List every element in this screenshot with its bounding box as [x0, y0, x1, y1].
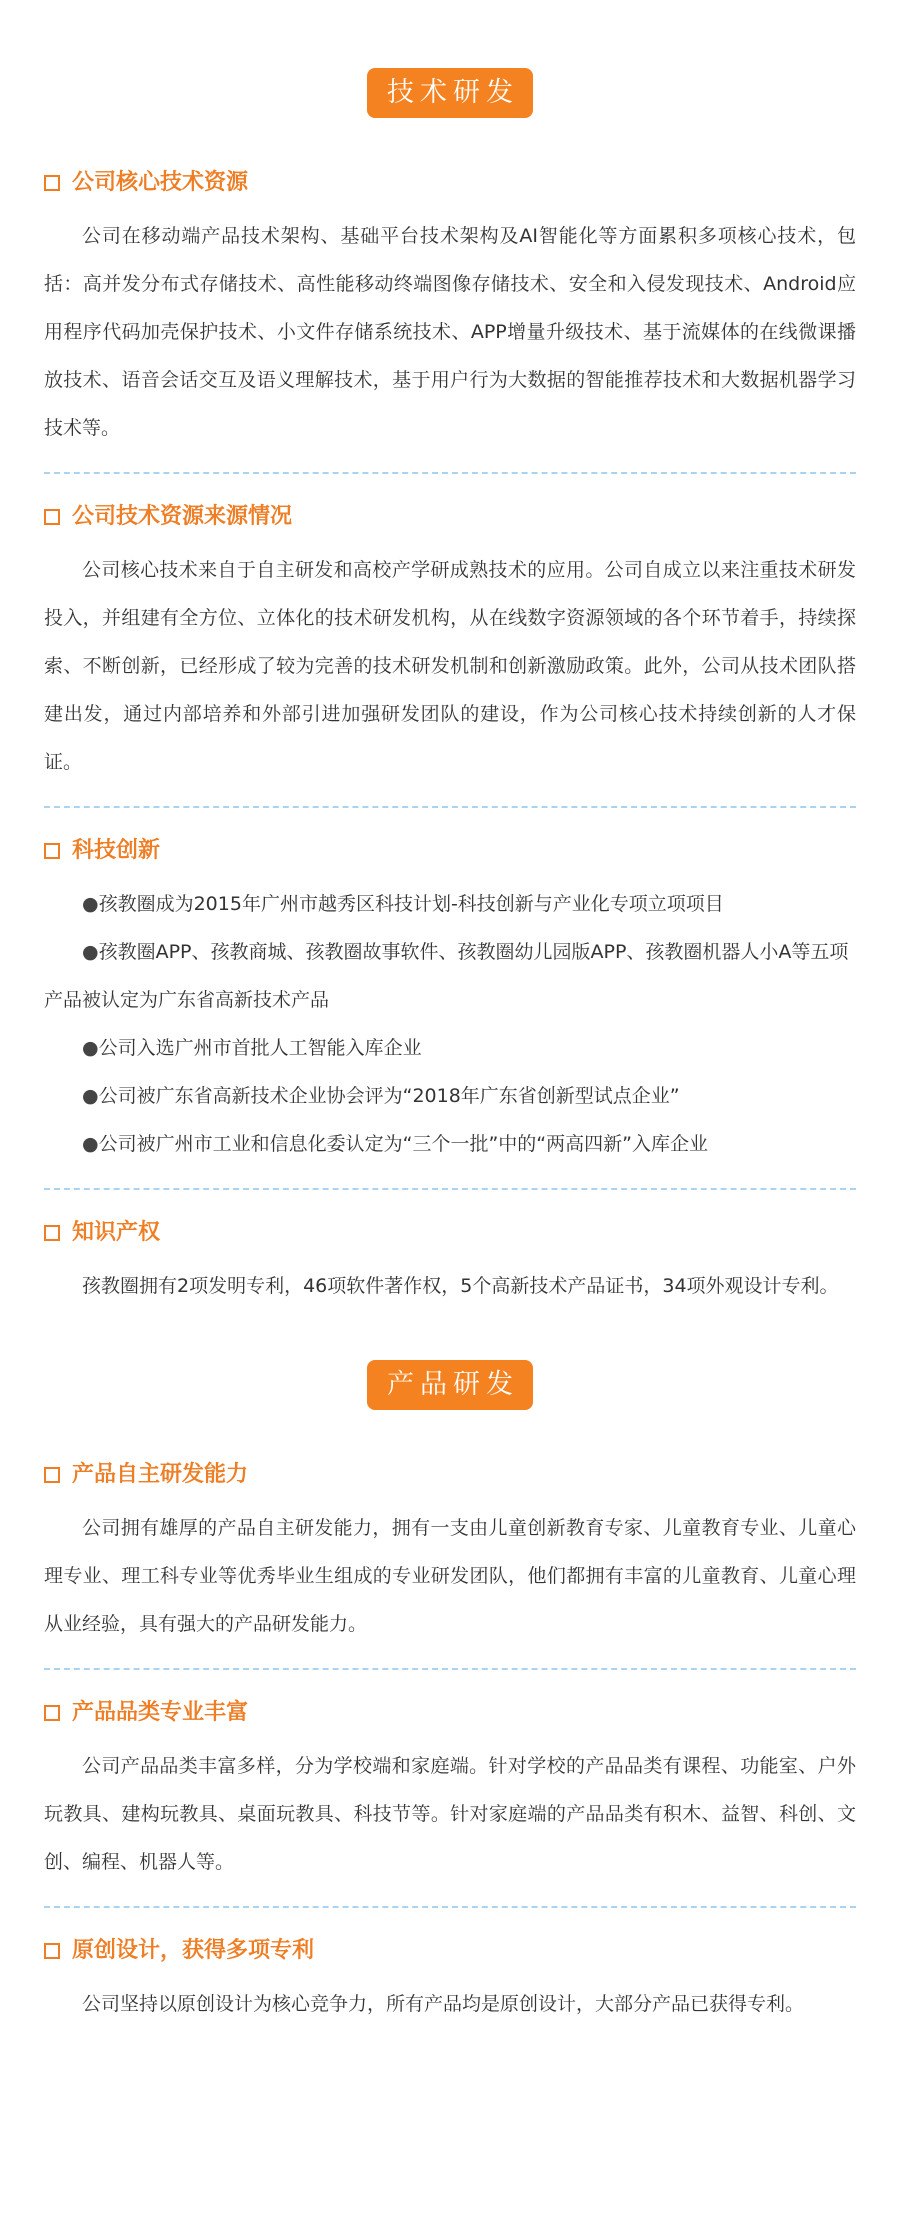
innovation-title: 科技创新: [72, 838, 161, 863]
tech-source-paragraph: 公司核心技术来自于自主研发和高校产学研成熟技术的应用。公司自成立以来注重技术研发投入，并组建有全方位、立体化的技术研发机构，从在线数字资源领域的各个环节着手，持续探索、不断创新，已经形成了较为完善的技术研发机制和创新激励政策。此外，公司从技术团队搭建出发，通过内部培养和外部引进加强研发团队的建设，作为公司核心技术持续创新的人才保证。: [44, 559, 856, 773]
bullet-dot-icon: ●: [82, 1085, 99, 1107]
capability-heading: [44, 1460, 856, 1490]
tech-banner-wrap: [44, 0, 856, 118]
square-outline-icon: [44, 1225, 60, 1241]
categories-title: 产品品类专业丰富: [72, 1700, 249, 1725]
innovation-list: [44, 880, 856, 1168]
bullet-dot-icon: ●: [82, 1133, 99, 1155]
square-outline-icon: [44, 175, 60, 191]
square-outline-icon: [44, 1467, 60, 1483]
square-outline-icon: [44, 1705, 60, 1721]
capability-paragraph: 公司拥有雄厚的产品自主研发能力，拥有一支由儿童创新教育专家、儿童教育专业、儿童心理专业、理工科专业等优秀毕业生组成的专业研发团队，他们都拥有丰富的儿童教育、儿童心理从业经验，具有强大的产品研发能力。: [44, 1517, 856, 1635]
ip-title: 知识产权: [72, 1220, 161, 1245]
list-item: ●公司入选广州市首批人工智能入库企业: [82, 1037, 422, 1059]
capability-title: 产品自主研发能力: [72, 1462, 249, 1487]
list-item: ●孩教圈APP、孩教商城、孩教圈故事软件、孩教圈幼儿园版APP、孩教圈机器人小A等五项产品被认定为广东省高新技术产品: [44, 941, 849, 1011]
categories-paragraph: 公司产品品类丰富多样，分为学校端和家庭端。针对学校的产品品类有课程、功能室、户外玩教具、建构玩教具、桌面玩教具、科技节等。针对家庭端的产品品类有积木、益智、科创、文创、编程、机器人等。: [44, 1755, 856, 1873]
tech-banner: 技术研发: [367, 68, 533, 118]
square-outline-icon: [44, 509, 60, 525]
square-outline-icon: [44, 1943, 60, 1959]
original-design-title: 原创设计，获得多项专利: [72, 1938, 315, 1963]
list-item: ●公司被广州市工业和信息化委认定为“三个一批”中的“两高四新”入库企业: [82, 1133, 708, 1155]
list-item: ●孩教圈成为2015年广州市越秀区科技计划-科技创新与产业化专项立项项目: [82, 893, 724, 915]
tech-source-heading: [44, 502, 856, 532]
list-item: ●公司被广东省高新技术企业协会评为“2018年广东省创新型试点企业”: [82, 1085, 680, 1107]
core-tech-paragraph: 公司在移动端产品技术架构、基础平台技术架构及AI智能化等方面累积多项核心技术，包括：高并发分布式存储技术、高性能移动终端图像存储技术、安全和入侵发现技术、Android应用程序代码加壳保护技术、小文件存储系统技术、APP增量升级技术、基于流媒体的在线微课播放技术、语音会话交互及语义理解技术，基于用户行为大数据的智能推荐技术和大数据机器学习技术等。: [44, 225, 856, 439]
product-banner: 产品研发: [367, 1360, 533, 1410]
ip-paragraph: 孩教圈拥有2项发明专利，46项软件著作权，5个高新技术产品证书，34项外观设计专利。: [82, 1275, 839, 1297]
product-banner-wrap: [44, 1310, 856, 1410]
core-tech-heading: [44, 168, 856, 198]
ip-heading: [44, 1218, 856, 1248]
core-tech-title: 公司核心技术资源: [72, 170, 249, 195]
bullet-dot-icon: ●: [82, 1037, 99, 1059]
categories-heading: [44, 1698, 856, 1728]
original-design-paragraph: 公司坚持以原创设计为核心竞争力，所有产品均是原创设计，大部分产品已获得专利。: [82, 1993, 805, 2015]
square-outline-icon: [44, 843, 60, 859]
original-design-heading: [44, 1936, 856, 1966]
bullet-dot-icon: ●: [82, 893, 99, 915]
tech-source-title: 公司技术资源来源情况: [72, 504, 293, 529]
innovation-heading: [44, 836, 856, 866]
bullet-dot-icon: ●: [82, 941, 99, 963]
